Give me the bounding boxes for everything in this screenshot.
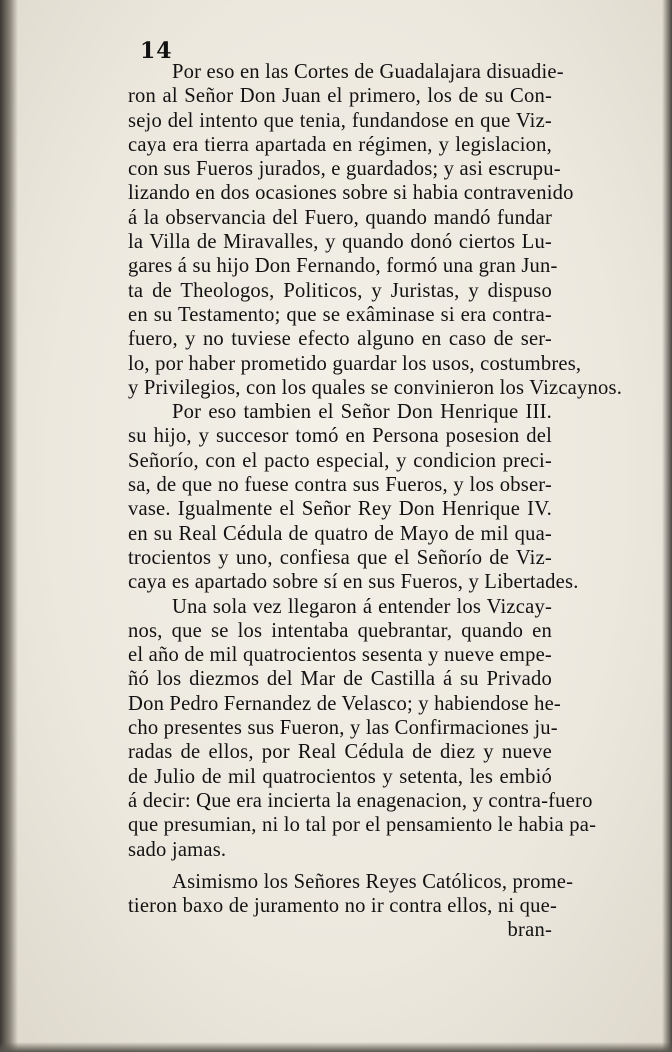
text-line: en su Real Cédula de quatro de Mayo de mil qua- [128, 522, 552, 545]
text-line: Una sola vez llegaron á entender los Vizcay- [172, 595, 552, 618]
text-line: tieron baxo de juramento no ir contra ellos, ni que- [128, 895, 558, 918]
text-line: Don Pedro Fernandez de Velasco; y habiendose he- [128, 692, 561, 715]
text-line: Señorío, con el pacto especial, y condicion preci- [128, 449, 552, 472]
text-line: Asimismo los Señores Reyes Católicos, prome- [172, 870, 574, 893]
text-line: sado jamas. [128, 838, 227, 861]
paragraph-4 [128, 870, 574, 919]
text-line: con sus Fueros jurados, e guardados; y asi escrupu- [128, 158, 561, 181]
paragraph-gap [128, 862, 552, 870]
text-line: en su Testamento; que se exâminase si era contra- [128, 303, 552, 326]
page-gutter-shadow [0, 0, 18, 1052]
page-number: 14 [140, 38, 173, 64]
text-line: á decir: Que era incierta la enagenacion, y contra-fuero [128, 789, 593, 812]
text-line: ron al Señor Don Juan el primero, los de su Con- [128, 85, 552, 108]
paragraph-2 [128, 400, 579, 594]
text-line: la Villa de Miravalles, y quando donó ciertos Lu- [128, 231, 552, 254]
text-line: de Julio de mil quatrocientos y setenta, les embió [128, 765, 552, 788]
page-edge-shadow [662, 0, 672, 1052]
paragraph-3 [128, 595, 597, 862]
catchword: bran- [507, 919, 552, 942]
body-text [128, 60, 623, 943]
page-bottom-shadow [0, 1042, 672, 1052]
text-line: sejo del intento que tenia, fundandose en que Viz- [128, 109, 552, 132]
text-line: lizando en dos ocasiones sobre si habia contravenido [128, 182, 574, 205]
text-line: el año de mil quatrocientos sesenta y nueve empe- [128, 644, 552, 667]
text-line: ñó los diezmos del Mar de Castilla á su Privado [128, 668, 552, 691]
text-line: caya es apartado sobre sí en sus Fueros, y Libertades. [128, 571, 579, 594]
paragraph-1 [128, 60, 623, 400]
text-line: y Privilegios, con los quales se convinieron los Vizcaynos. [128, 376, 623, 399]
text-line: gares á su hijo Don Fernando, formó una gran Jun- [128, 255, 558, 278]
text-line: caya era tierra apartada en régimen, y legislacion, [128, 133, 552, 156]
text-line: Por eso tambien el Señor Don Henrique III. [172, 401, 552, 424]
text-line: radas de ellos, por Real Cédula de diez y nueve [128, 741, 552, 764]
text-line: trocientos y uno, confiesa que el Señorío de Viz- [128, 546, 552, 569]
text-line: su hijo, y succesor tomó en Persona posesion del [128, 425, 552, 448]
text-line: nos, que se los intentaba quebrantar, quando en [128, 619, 552, 642]
text-line: sa, de que no fuese contra sus Fueros, y los obser- [128, 474, 552, 497]
text-line: Por eso en las Cortes de Guadalajara disuadie- [172, 61, 564, 83]
text-line: que presumian, ni lo tal por el pensamiento le habia pa- [128, 814, 597, 837]
text-line: cho presentes sus Fueron, y las Confirmaciones ju- [128, 717, 558, 740]
text-line: á la observancia del Fuero, quando mandó fundar [128, 206, 552, 229]
text-line: fuero, y no tuviese efecto alguno en caso de ser- [128, 328, 552, 351]
text-line: vase. Igualmente el Señor Rey Don Henrique IV. [128, 498, 552, 521]
text-line: lo, por haber prometido guardar los usos, costumbres, [128, 352, 582, 375]
text-line: ta de Theologos, Politicos, y Juristas, y dispuso [128, 279, 552, 302]
